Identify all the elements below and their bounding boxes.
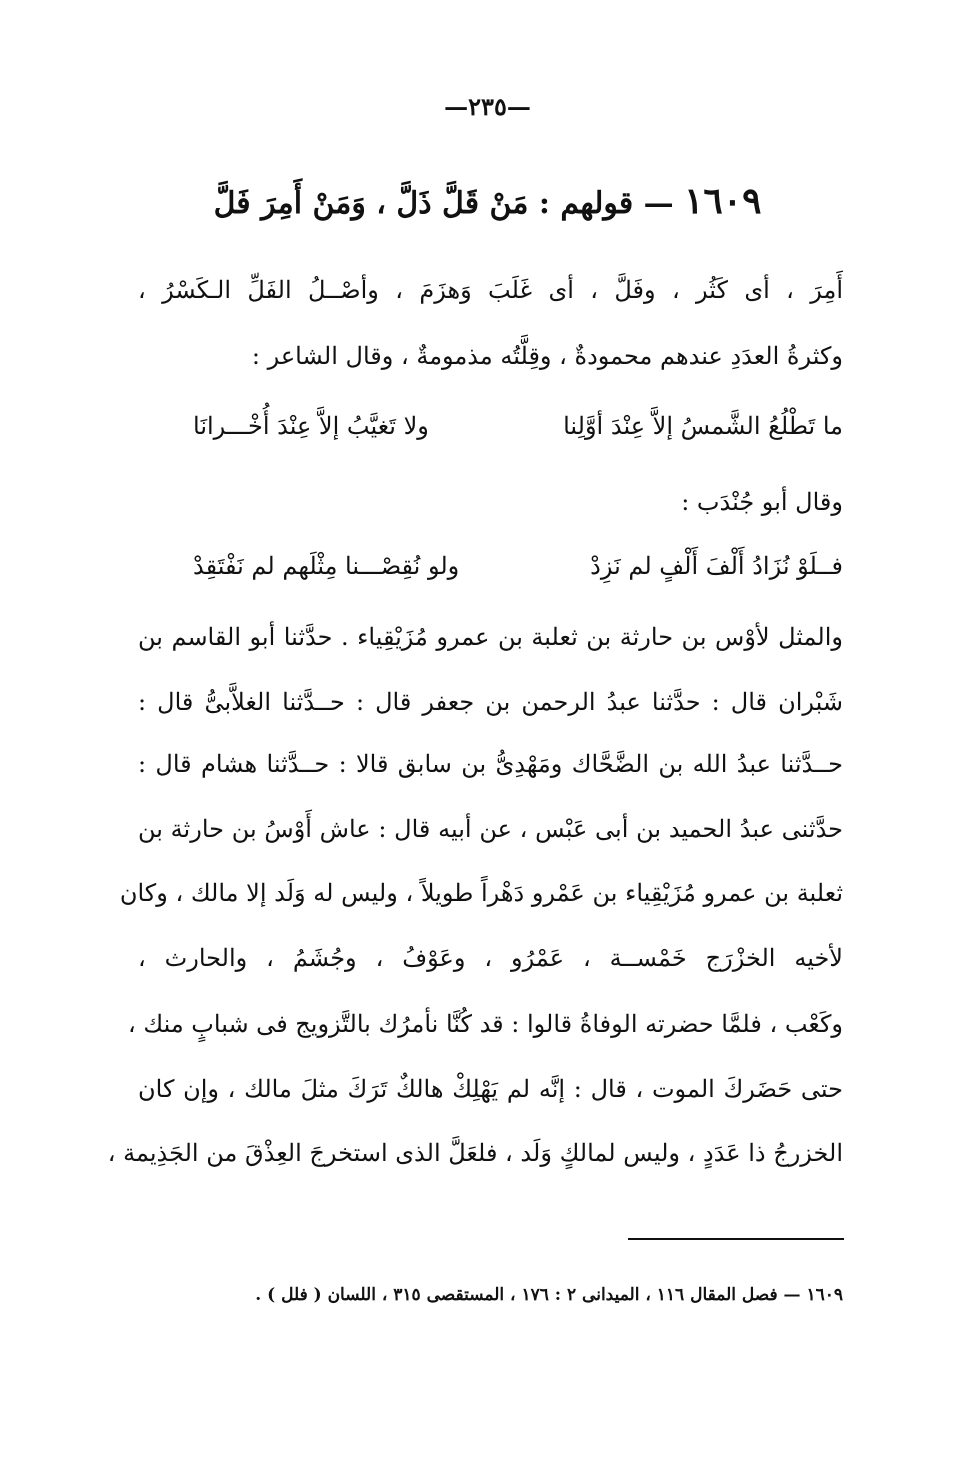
footnote-divider (628, 1238, 844, 1240)
footnote: ١٦٠٩ — فصل المقال ١١٦ ، الميدانى ٢ : ١٧٦ ، المستقصى ٣١٥ ، اللسان ( فلل ) . (255, 1285, 843, 1305)
body-line-8: حتى حَضَركَ الموت ، قال : إنَّه لم يَهْلِكْ هالكٌ تَرَكَ مثلَ مالك ، وإن كان (138, 1075, 844, 1103)
entry-heading (120, 180, 855, 222)
body-line-3: حــدَّثنا عبدُ الله بن الضَّحَّاك ومَهْدِىُّ بن سابق قالا : حــدَّثنا هشام قال : (138, 750, 843, 778)
verse-1-second-hemistich: ولا تَغيَّبُ إلاَّ عِنْدَ أُخْـــرانَا (193, 412, 429, 440)
page-number: —٢٣٥— (444, 92, 531, 121)
verse-2-first-hemistich: فــلَوْ نُزَادُ أَلْفَ أَلْفٍ لم نَزِدْ (590, 552, 843, 580)
body-line-6: لأخيه الخزْرَج خَمْســة ، عَمْرُو ، وعَوْفُ ، وجُشَمُ ، والحارث ، (138, 944, 843, 972)
body-line-2: شَبْران قال : حدَّثنا عبدُ الرحمن بن جعفر قال : حــدَّثنا الغلاَّبىُّ قال : (138, 688, 843, 716)
text-line-2: وكثرةُ العدَدِ عندهم محمودةٌ ، وقِلَّتُه مذمومةٌ ، وقال الشاعر : (251, 342, 843, 370)
text-line-1: أَمِرَ ، أى كَثُر ، وفَلَّ ، أى غَلَبَ وَهزَمَ ، وأصْــلُ الفَلِّ الـكَسْرُ ، (138, 276, 843, 304)
body-line-5: ثعلبة بن عمرو مُزَيْقِياء بن عَمْرو دَهْراً طويلاً ، وليس له وَلَد إلا مالك ، وكان (119, 879, 843, 907)
verse-2-second-hemistich: ولو نُقِصْـــنا مِثْلَهم لم نَفْتَقِدْ (193, 552, 460, 580)
entry-number: ١٦٠٩ (684, 180, 762, 222)
body-line-1: والمثل لأوْس بن حارثة بن ثعلبة بن عمرو مُزَيْقِياء . حدَّثنا أبو القاسم بن (138, 623, 843, 651)
body-line-7: وكَعْب ، فلمَّا حضرته الوفاةُ قالوا : قد كُنَّا نأمرُك بالتَّزويج فى شبابٍ منك ، (127, 1010, 843, 1038)
verse-attribution: وقال أبو جُنْدَب : (681, 488, 843, 516)
body-line-9: الخزرجُ ذا عَدَدٍ ، وليس لمالكٍ وَلَد ، فلعَلَّ الذى استخرجَ العِذْقَ من الجَذِيمة ، (107, 1139, 843, 1167)
entry-title: — قولهم : مَنْ قَلَّ ذَلَّ ، وَمَنْ أَمِرَ فَلَّ (213, 186, 674, 221)
verse-1-first-hemistich: ما تَطْلُعُ الشَّمسُ إلاَّ عِنْدَ أوَّلِنا (563, 412, 843, 440)
body-line-4: حدَّثنى عبدُ الحميد بن أبى عَبْس ، عن أبيه قال : عاش أَوْسُ بن حارثة بن (138, 815, 843, 843)
